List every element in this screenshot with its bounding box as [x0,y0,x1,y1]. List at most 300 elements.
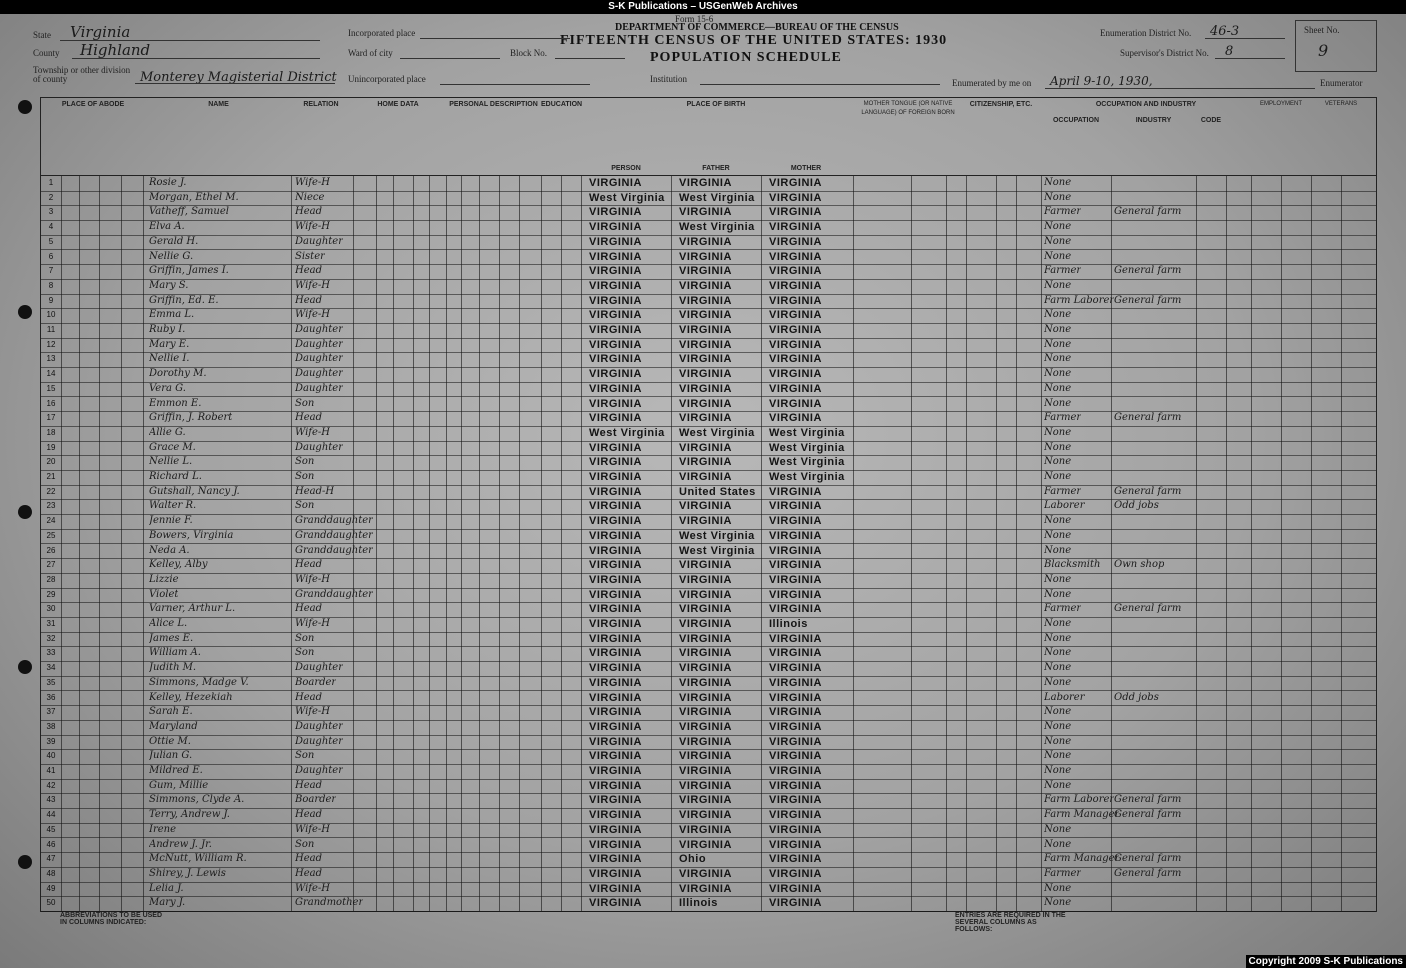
industry: General farm [1114,853,1182,865]
industry: General farm [1114,206,1182,218]
occupation: None [1044,706,1072,718]
birthplace-father: VIRGINIA [679,632,732,645]
birthplace-father: VIRGINIA [679,779,732,792]
birthplace-mother: VIRGINIA [769,235,822,248]
occupation: Laborer [1044,691,1085,703]
row-number: 40 [46,751,56,761]
birthplace-mother: VIRGINIA [769,397,822,410]
row-number: 38 [46,721,56,731]
table-row [41,896,1376,912]
birthplace-father: VIRGINIA [679,235,732,248]
row-number: 5 [48,236,54,246]
birthplace-person: VIRGINIA [589,397,642,410]
department: DEPARTMENT OF COMMERCE—BUREAU OF THE CENSUS [615,22,899,33]
col-education: EDUCATION [541,101,583,108]
occupation: None [1044,529,1072,541]
row-number: 34 [46,663,56,673]
table-row [41,485,1376,501]
row-number: 8 [48,280,54,290]
birthplace-mother: VIRGINIA [769,588,822,601]
birthplace-person: VIRGINIA [589,897,642,910]
row-number: 24 [46,516,56,526]
relation: Daughter [295,735,343,747]
occupation: Farmer [1044,265,1082,277]
birthplace-father: VIRGINIA [679,588,732,601]
row-number: 41 [46,766,56,775]
birthplace-person: VIRGINIA [589,691,642,704]
birthplace-mother: VIRGINIA [769,632,822,645]
enumerated-label: Enumerated by me on [952,78,1032,88]
footer-abbreviations: ABBREVIATIONS TO BE USED IN COLUMNS INDICATED: [60,912,163,926]
birthplace-person: VIRGINIA [589,823,642,836]
birthplace-father: Ohio [679,853,707,866]
birthplace-father: VIRGINIA [679,265,732,278]
person-name: Emma L. [149,309,195,321]
person-name: Ruby I. [149,324,186,335]
col-father: FATHER [702,165,730,172]
table-row [41,882,1376,898]
occupation: None [1044,338,1072,350]
row-number: 22 [46,486,56,496]
table-row [41,323,1376,339]
person-name: Emmon E. [149,397,202,409]
person-name: Rosie J. [149,177,187,188]
birthplace-person: VIRGINIA [589,735,642,748]
birthplace-father: VIRGINIA [679,324,732,336]
relation: Son [295,838,315,850]
birthplace-person: VIRGINIA [589,647,642,660]
row-number: 14 [46,369,56,379]
birthplace-father: VIRGINIA [679,867,732,880]
birthplace-person: VIRGINIA [589,324,642,336]
birthplace-person: VIRGINIA [589,500,642,513]
birthplace-father: VIRGINIA [679,500,732,513]
person-name: Simmons, Madge V. [149,676,249,688]
row-number: 30 [46,604,56,614]
person-name: Maryland [149,720,198,732]
relation: Wife-H [295,177,331,188]
birthplace-person: VIRGINIA [589,338,642,351]
occupation: None [1044,823,1072,835]
table-row [41,558,1376,574]
birthplace-father: VIRGINIA [679,456,732,469]
birthplace-father: VIRGINIA [679,559,732,572]
relation: Son [295,397,315,409]
occupation: None [1044,382,1072,394]
copyright-notice: Copyright 2009 S-K Publications [1246,955,1406,968]
birthplace-father: VIRGINIA [679,573,732,586]
enumeration-value: 46-3 [1210,24,1240,39]
row-number: 29 [46,589,56,599]
occupation: Blacksmith [1044,559,1101,571]
birthplace-person: VIRGINIA [589,559,642,572]
relation: Granddaughter [295,544,373,556]
person-name: McNutt, William R. [149,853,247,865]
table-row [41,529,1376,545]
schedule-title: POPULATION SCHEDULE [650,50,842,65]
relation: Head [295,809,323,821]
birthplace-father: VIRGINIA [679,382,732,395]
row-number: 18 [46,427,56,437]
person-name: Mary E. [149,338,190,350]
row-number: 46 [46,839,56,849]
birthplace-mother: VIRGINIA [769,823,822,836]
birthplace-mother: VIRGINIA [769,206,822,219]
birthplace-father: West Virginia [679,544,755,557]
col-citizenship: CITIZENSHIP, ETC. [969,101,1033,108]
person-name: Walter R. [149,500,197,512]
table-row [41,205,1376,221]
table-row [41,749,1376,765]
occupation: None [1044,662,1072,674]
table-row [41,867,1376,883]
birthplace-father: VIRGINIA [679,838,732,851]
relation: Boarder [295,676,337,688]
row-number: 31 [46,619,56,628]
occupation: None [1044,632,1072,644]
birthplace-mother: VIRGINIA [769,529,822,542]
relation: Daughter [295,382,343,394]
table-row [41,455,1376,471]
township-label: Township or other division of county [33,65,131,84]
relation: Head [295,206,323,218]
birthplace-father: VIRGINIA [679,765,732,777]
person-name: Neda A. [149,544,190,556]
occupation: None [1044,647,1072,659]
row-number: 17 [46,413,56,423]
table-row [41,338,1376,354]
person-name: Griffin, J. Robert [149,412,233,424]
row-number: 32 [46,633,56,643]
person-name: Vatheff, Samuel [149,206,229,218]
person-name: Griffin, Ed. E. [149,294,219,306]
population-table [40,175,1377,912]
table-row [41,499,1376,515]
birthplace-father: VIRGINIA [679,368,732,381]
county-label: County [33,48,60,58]
birthplace-father: VIRGINIA [679,279,732,292]
industry: Odd jobs [1114,691,1159,703]
table-row [41,367,1376,383]
person-name: Morgan, Ethel M. [149,191,239,203]
table-row [41,573,1376,589]
birthplace-father: VIRGINIA [679,441,732,454]
industry: General farm [1114,809,1182,821]
birthplace-mother: VIRGINIA [769,882,822,895]
birthplace-mother: VIRGINIA [769,265,822,278]
birthplace-person: VIRGINIA [589,206,642,219]
industry: Odd jobs [1114,500,1159,512]
birthplace-person: VIRGINIA [589,618,642,630]
person-name: Nellie L. [149,456,193,468]
occupation: None [1044,324,1072,335]
person-name: Ottie M. [149,735,191,747]
occupation: Farmer [1044,206,1082,218]
archive-banner: S-K Publications – USGenWeb Archives [0,0,1406,14]
birthplace-father: VIRGINIA [679,662,732,675]
birthplace-mother: VIRGINIA [769,735,822,748]
birthplace-person: VIRGINIA [589,720,642,733]
enumeration-label: Enumeration District No. [1100,28,1192,38]
table-row [41,382,1376,398]
table-row [41,411,1376,427]
person-name: Elva A. [149,221,185,233]
row-number: 6 [48,251,54,261]
unincorporated-label: Unincorporated place [348,74,426,84]
row-number: 25 [46,530,56,540]
birthplace-mother: VIRGINIA [769,720,822,733]
row-number: 27 [46,560,56,570]
relation: Wife-H [295,309,331,321]
birthplace-mother: VIRGINIA [769,647,822,660]
table-row [41,676,1376,692]
birthplace-person: VIRGINIA [589,867,642,880]
occupation: None [1044,471,1072,482]
birthplace-person: VIRGINIA [589,177,642,189]
birthplace-person: VIRGINIA [589,750,642,763]
birthplace-father: West Virginia [679,191,755,204]
table-row [41,352,1376,368]
person-name: Simmons, Clyde A. [149,794,245,806]
form-number: Form 15-6 [675,14,714,24]
person-name: Jennie F. [149,515,193,527]
relation: Head [295,265,323,277]
birthplace-person: VIRGINIA [589,353,642,366]
row-number: 12 [46,339,56,349]
row-number: 2 [48,192,54,202]
birthplace-mother: VIRGINIA [769,250,822,263]
occupation: None [1044,279,1072,291]
person-name: Gum, Millie [149,779,209,791]
person-name: Irene [149,823,177,835]
binder-hole [18,505,32,519]
birthplace-mother: VIRGINIA [769,662,822,675]
row-number: 36 [46,692,56,702]
occupation: None [1044,720,1072,732]
birthplace-mother: VIRGINIA [769,279,822,292]
col-employment: EMPLOYMENT [1259,101,1302,107]
occupation: None [1044,397,1072,409]
table-row [41,176,1376,192]
row-number: 42 [46,780,56,790]
occupation: None [1044,735,1072,747]
birthplace-mother: VIRGINIA [769,794,822,807]
row-number: 21 [46,472,56,481]
col-veterans: VETERANS [1324,101,1358,107]
person-name: Julian G. [149,750,193,762]
birthplace-father: VIRGINIA [679,706,732,719]
person-name: Shirey, J. Lewis [149,867,226,879]
birthplace-mother: VIRGINIA [769,603,822,616]
table-row [41,426,1376,442]
birthplace-person: VIRGINIA [589,529,642,542]
table-row [41,602,1376,618]
binder-hole [18,100,32,114]
industry: General farm [1114,603,1182,615]
occupation: None [1044,765,1072,776]
birthplace-person: VIRGINIA [589,676,642,689]
birthplace-person: VIRGINIA [589,279,642,292]
relation: Daughter [295,235,343,247]
person-name: Kelley, Alby [149,559,208,571]
birthplace-father: VIRGINIA [679,603,732,616]
birthplace-person: VIRGINIA [589,485,642,498]
table-row [41,617,1376,633]
birthplace-person: VIRGINIA [589,544,642,557]
birthplace-person: VIRGINIA [589,235,642,248]
occupation: None [1044,838,1072,850]
person-name: Bowers, Virginia [149,529,234,541]
birthplace-mother: VIRGINIA [769,838,822,851]
birthplace-father: VIRGINIA [679,397,732,410]
birthplace-father: VIRGINIA [679,353,732,366]
relation: Grandmother [295,897,364,909]
relation: Wife-H [295,279,331,291]
birthplace-person: VIRGINIA [589,838,642,851]
industry: General farm [1114,412,1182,424]
occupation: None [1044,573,1072,585]
birthplace-person: VIRGINIA [589,573,642,586]
relation: Wife-H [295,573,331,585]
birthplace-mother: VIRGINIA [769,191,822,204]
industry: General farm [1114,794,1182,806]
birthplace-mother: VIRGINIA [769,177,822,189]
table-row [41,470,1376,486]
relation: Daughter [295,720,343,732]
birthplace-father: VIRGINIA [679,206,732,219]
row-number: 39 [46,736,56,746]
enumerator-label: Enumerator [1320,78,1363,88]
birthplace-father: VIRGINIA [679,515,732,528]
person-name: Lelia J. [149,882,184,894]
col-mother: MOTHER [790,165,822,172]
binder-hole [18,660,32,674]
row-number: 7 [48,266,54,276]
occupation: None [1044,235,1072,247]
birthplace-person: VIRGINIA [589,882,642,895]
column-headers [40,97,1377,176]
birthplace-father: VIRGINIA [679,735,732,748]
person-name: Sarah E. [149,706,193,718]
occupation: None [1044,441,1072,453]
person-name: James E. [149,632,194,644]
relation: Head [295,603,323,615]
occupation: None [1044,750,1072,762]
relation: Granddaughter [295,588,373,600]
birthplace-mother: VIRGINIA [769,544,822,557]
row-number: 45 [46,824,56,834]
occupation: Farm Laborer [1044,794,1115,806]
row-number: 43 [46,795,56,805]
relation: Daughter [295,324,343,335]
birthplace-person: VIRGINIA [589,412,642,425]
birthplace-person: VIRGINIA [589,765,642,777]
relation: Son [295,632,315,644]
table-row [41,646,1376,662]
sheet-label: Sheet No. [1304,25,1340,35]
table-row [41,823,1376,839]
birthplace-person: VIRGINIA [589,779,642,792]
birthplace-person: VIRGINIA [589,456,642,469]
industry: Own shop [1114,559,1165,571]
col-place-of-abode: PLACE OF ABODE [61,101,125,108]
col-occupation: OCCUPATION AND INDUSTRY [1095,101,1197,108]
birthplace-person: VIRGINIA [589,441,642,454]
birthplace-mother: VIRGINIA [769,897,822,910]
birthplace-father: VIRGINIA [679,720,732,733]
row-number: 11 [46,325,56,334]
row-number: 50 [46,898,56,908]
birthplace-father: VIRGINIA [679,676,732,689]
birthplace-mother: VIRGINIA [769,382,822,395]
birthplace-father: West Virginia [679,221,755,234]
census-title: FIFTEENTH CENSUS OF THE UNITED STATES: 1930 [560,33,948,48]
block-label: Block No. [510,48,547,58]
row-number: 48 [46,868,56,878]
person-name: Varner, Arthur L. [149,603,236,615]
birthplace-person: VIRGINIA [589,221,642,234]
table-row [41,838,1376,854]
birthplace-mother: VIRGINIA [769,338,822,351]
birthplace-mother: VIRGINIA [769,676,822,689]
person-name: Mary S. [149,279,189,291]
birthplace-mother: VIRGINIA [769,573,822,586]
table-row [41,632,1376,648]
birthplace-person: VIRGINIA [589,382,642,395]
relation: Daughter [295,662,343,674]
incorporated-label: Incorporated place [348,28,416,38]
person-name: Vera G. [149,382,186,394]
table-row [41,764,1376,780]
person-name: Mary J. [149,897,186,909]
birthplace-father: VIRGINIA [679,750,732,763]
institution-label: Institution [650,74,688,84]
birthplace-person: VIRGINIA [589,794,642,807]
county-value: Highland [80,41,151,59]
row-number: 49 [46,883,56,893]
occupation: Farm Manager [1044,809,1120,821]
table-row [41,779,1376,795]
relation: Boarder [295,794,337,806]
occupation: None [1044,588,1072,600]
person-name: Lizzie [149,573,179,585]
person-name: Gerald H. [149,235,199,247]
binder-hole [18,305,32,319]
birthplace-mother: VIRGINIA [769,750,822,763]
birthplace-person: VIRGINIA [589,294,642,307]
relation: Daughter [295,353,343,365]
supervisor-value: 8 [1225,44,1234,59]
row-number: 15 [46,383,56,393]
occupation: None [1044,250,1072,262]
birthplace-mother: VIRGINIA [769,809,822,822]
occupation: None [1044,897,1072,909]
birthplace-mother: VIRGINIA [769,515,822,528]
table-row [41,735,1376,751]
birthplace-father: West Virginia [679,529,755,542]
birthplace-mother: West Virginia [769,426,845,439]
birthplace-father: VIRGINIA [679,177,732,189]
birthplace-father: VIRGINIA [679,250,732,263]
industry: General farm [1114,294,1182,306]
row-number: 4 [48,222,54,232]
birthplace-person: VIRGINIA [589,632,642,645]
col-person: PERSON [611,165,641,172]
person-name: Andrew J. Jr. [149,838,212,850]
occupation: Farm Manager [1044,853,1120,865]
col-place-of-birth: PLACE OF BIRTH [686,101,746,108]
row-number: 3 [48,207,54,217]
